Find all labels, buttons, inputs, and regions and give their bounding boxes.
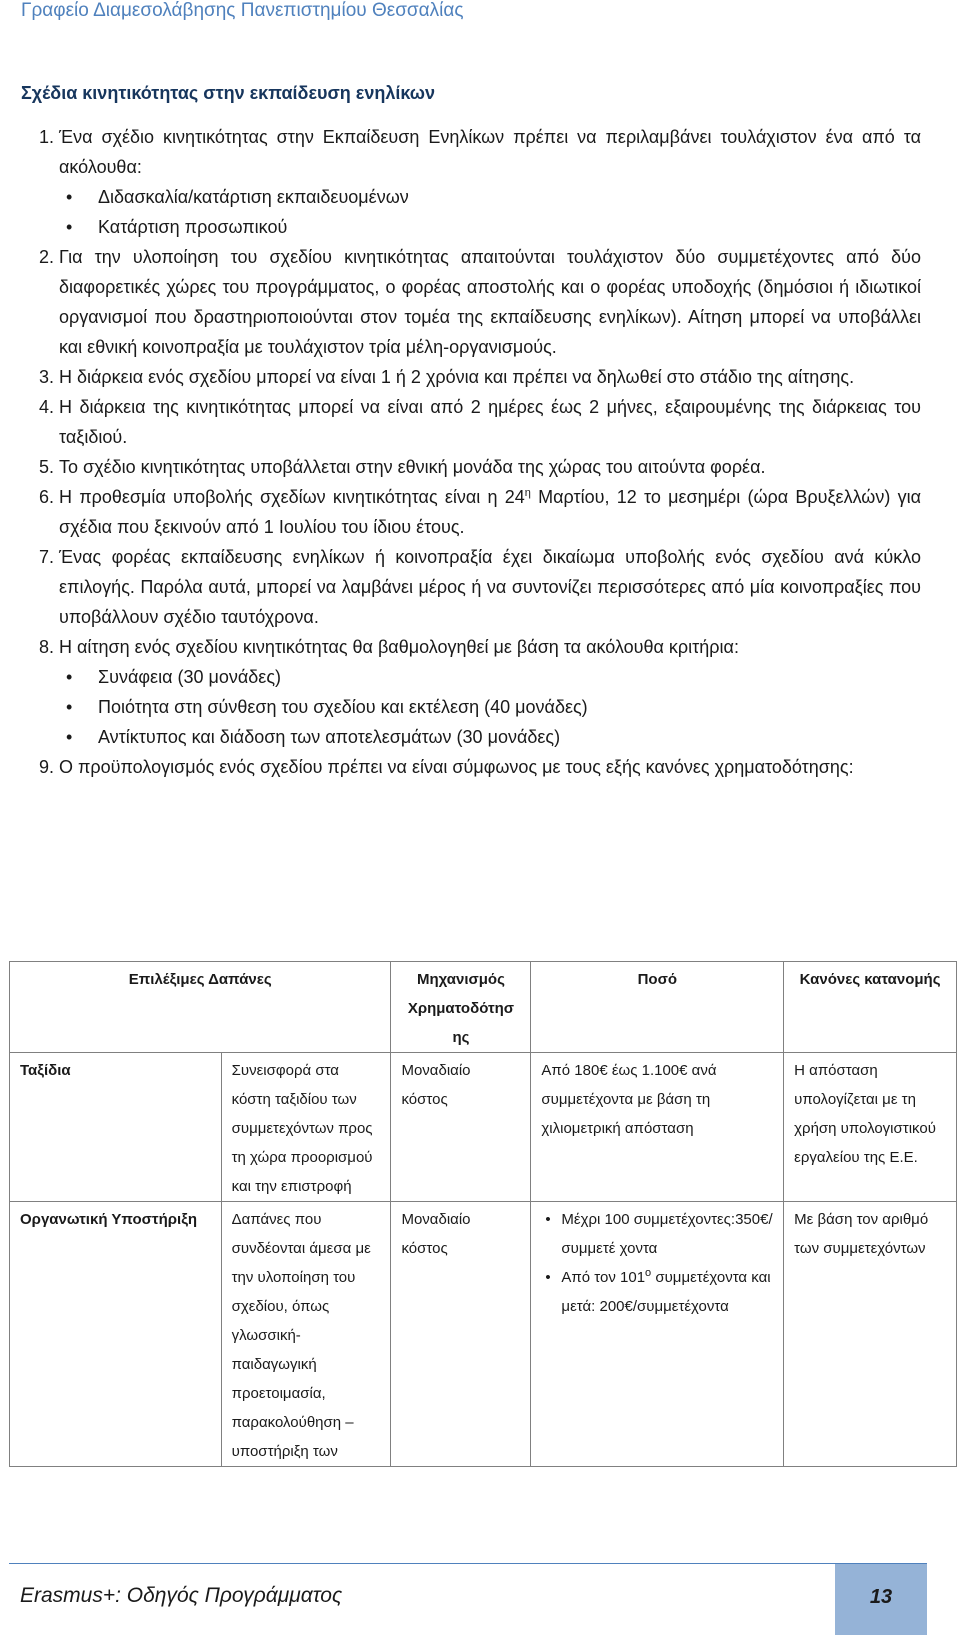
row-mechanism: Μοναδιαίο κόστος <box>391 1053 531 1202</box>
activity-bullets <box>59 182 921 242</box>
list-item <box>59 122 921 242</box>
header-amount: Ποσό <box>531 962 784 1053</box>
list-item <box>59 632 921 752</box>
deadline-text-b: Μαρτίου, 12 το μεσημέρι (ώρα Βρυξελλών) για σχέδια που ξεκινούν από 1 Ιουλίου του ίδιου έτους. <box>59 487 921 537</box>
header-rules: Κανόνες κατανομής <box>784 962 957 1053</box>
list-item: 3. Η διάρκεια ενός σχεδίου μπορεί να είναι 1 ή 2 χρόνια και πρέπει να δηλωθεί στο στάδιο της αίτησης. <box>59 362 921 392</box>
item-text: Ένα σχέδιο κινητικότητας στην Εκπαίδευση Ενηλίκων πρέπει να περιλαμβάνει τουλάχιστον ένα από τα ακόλουθα: <box>59 127 921 177</box>
list-item: 4. Η διάρκεια της κινητικότητας μπορεί να είναι από 2 ημέρες έως 2 μήνες, εξαιρουμένης της διάρκειας του ταξιδιού. <box>59 392 921 452</box>
criteria-bullets <box>59 662 921 752</box>
table-row <box>10 1053 957 1202</box>
amount-text-a: Από τον 101 <box>561 1269 646 1286</box>
table-header-row <box>10 962 957 1053</box>
list-item: 9. Ο προϋπολογισμός ενός σχεδίου πρέπει να είναι σύμφωνος με τους εξής κανόνες χρηματοδότησης: <box>59 752 921 782</box>
bullet-item <box>561 1263 773 1321</box>
footer-guide-title: Erasmus+: Οδηγός Προγράμματος <box>20 1584 343 1607</box>
row-category: Οργανωτική Υποστήριξη <box>10 1202 222 1467</box>
funding-rules-table <box>9 961 957 1467</box>
item-text: Η αίτηση ενός σχεδίου κινητικότητας θα βαθμολογηθεί με βάση τα ακόλουθα κριτήρια: <box>59 637 739 657</box>
row-category: Ταξίδια <box>10 1053 222 1202</box>
page-header: Γραφείο Διαμεσολάβησης Πανεπιστημίου Θεσσαλίας <box>21 0 464 21</box>
row-amount <box>531 1202 784 1467</box>
bullet-item: • Μέχρι 100 συμμετέχοντες:350€/συμμετέ χοντα <box>561 1205 773 1263</box>
bullet-item: • Κατάρτιση προσωπικού <box>98 212 921 242</box>
header-costs: Επιλέξιμες Δαπάνες <box>10 962 391 1053</box>
row-rule: Η απόσταση υπολογίζεται με τη χρήση υπολογιστικού εργαλείου της Ε.Ε. <box>784 1053 957 1202</box>
row-amount: Από 180€ έως 1.100€ ανά συμμετέχοντα με βάση τη χιλιομετρική απόσταση <box>531 1053 784 1202</box>
bullet-item: • Αντίκτυπος και διάδοση των αποτελεσμάτων (30 μονάδες) <box>98 722 921 752</box>
row-mechanism: Μοναδιαίο κόστος <box>391 1202 531 1467</box>
row-description: Συνεισφορά στα κόστη ταξιδίου των συμμετεχόντων προς τη χώρα προορισμού και την επιστροφή <box>221 1053 391 1202</box>
page-footer <box>9 1563 927 1635</box>
amount-superscript: ο <box>645 1267 652 1279</box>
page-number: 13 <box>835 1564 927 1635</box>
row-rule: Με βάση τον αριθμό των συμμετεχόντων <box>784 1202 957 1467</box>
list-item: 7. Ένας φορέας εκπαίδευσης ενηλίκων ή κοινοπραξία έχει δικαίωμα υποβολής ενός σχεδίου ανά κύκλο επιλογής. Παρόλα αυτά, μπορεί να λαμβάνει μέρος ή να συντονίζει περισσότερες από μία κοινοπραξίες που υποβάλλουν σχέδιο ταυτόχρονα. <box>59 542 921 632</box>
list-item <box>59 482 921 542</box>
bullet-item: • Διδασκαλία/κατάρτιση εκπαιδευομένων <box>98 182 921 212</box>
bullet-item: • Συνάφεια (30 μονάδες) <box>98 662 921 692</box>
amount-text-b: συμμετέχοντα και μετά: 200€/συμμετέχοντα <box>561 1269 771 1315</box>
row-description: Δαπάνες που συνδέονται άμεσα με την υλοποίηση του σχεδίου, όπως γλωσσική-παιδαγωγική προετοιμασία, παρακολούθηση – υποστήριξη των <box>221 1202 391 1467</box>
header-mechanism: Μηχανισμός Χρηματοδότησ ης <box>391 962 531 1053</box>
section-title: Σχέδια κινητικότητας στην εκπαίδευση ενηλίκων <box>21 83 436 103</box>
deadline-text-a: Η προθεσμία υποβολής σχεδίων κινητικότητας είναι η 24 <box>59 487 525 507</box>
document-body <box>21 122 921 782</box>
rules-list <box>21 122 921 782</box>
amount-bullets <box>541 1205 773 1321</box>
deadline-superscript: η <box>524 487 531 499</box>
list-item: 2. Για την υλοποίηση του σχεδίου κινητικότητας απαιτούνται τουλάχιστον δύο συμμετέχοντες από δύο διαφορετικές χώρες του προγράμματος, ο φορέας αποστολής και ο φορέας υποδοχής (δημόσιοι ή ιδιωτικοί οργανισμοί που δραστηριοποιούνται στον τομέα της εκπαίδευσης ενηλίκων). Αίτηση μπορεί να υποβάλλει και εθνική κοινοπραξία με τουλάχιστον τρία μέλη-οργανισμούς. <box>59 242 921 362</box>
list-item: 5. Το σχέδιο κινητικότητας υποβάλλεται στην εθνική μονάδα της χώρας του αιτούντα φορέα. <box>59 452 921 482</box>
table-row <box>10 1202 957 1467</box>
bullet-item: • Ποιότητα στη σύνθεση του σχεδίου και εκτέλεση (40 μονάδες) <box>98 692 921 722</box>
